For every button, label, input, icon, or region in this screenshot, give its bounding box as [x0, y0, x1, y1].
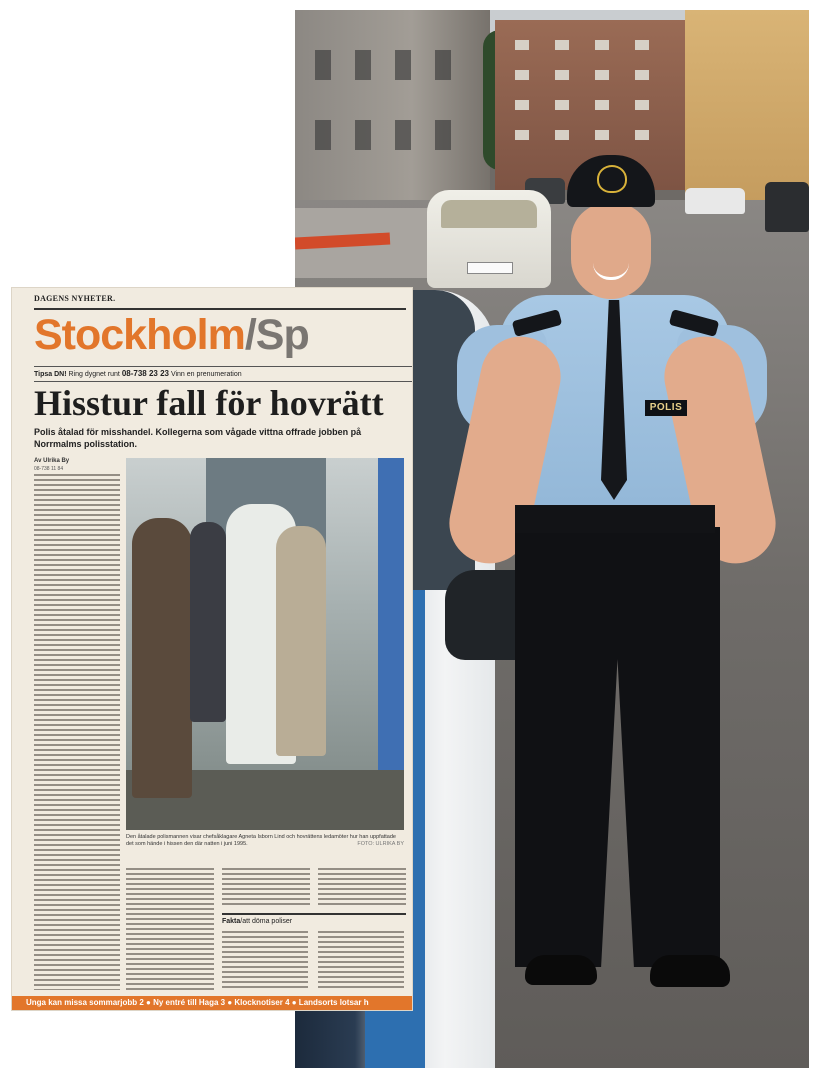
masthead: DAGENS NYHETER. [34, 294, 116, 303]
section-secondary: Sp [255, 311, 309, 359]
fakta-text [222, 931, 308, 989]
photo-caption-text: Den åtalade polismannen visar chefsåklagare Agneta Isborn Lind och hovrättens ledamöter hur han uppfattade det som hände i hissen den där natten i juni 1995. [126, 834, 396, 847]
photo-caption [126, 834, 404, 848]
shoe-right [650, 955, 730, 987]
trousers [515, 527, 720, 967]
section-title [34, 308, 309, 362]
section-separator: / [244, 311, 256, 359]
parked-car [765, 182, 809, 232]
shoe-left [525, 955, 597, 985]
fakta-text [318, 931, 404, 989]
name-tag: POLIS [645, 400, 687, 416]
tipsa-suffix: Vinn en prenumeration [170, 371, 242, 378]
tipsa-number: 08-738 23 23 [121, 369, 169, 378]
belt [515, 505, 715, 533]
body-text-column [126, 868, 214, 990]
newspaper-clipping [12, 288, 412, 1010]
face [571, 203, 651, 299]
cap-badge-icon [597, 165, 627, 193]
police-officer [445, 155, 765, 995]
tipsa-text: Ring dygnet runt [68, 371, 120, 378]
byline: Av Ulrika By [34, 458, 70, 464]
tipsa-label: Tipsa DN! [34, 371, 67, 378]
fakta-box [222, 913, 406, 993]
body-text-column [222, 868, 310, 908]
ingress: Polis åtalad för misshandel. Kollegerna som vågade vittna offrade jobben på Norrmalms polisstation. [34, 427, 362, 449]
teaser-bar: Unga kan missa sommarjobb 2 ● Ny entré till Haga 3 ● Klocknotiser 4 ● Landsorts lotsar h [12, 996, 412, 1010]
headline: Hisstur fall för hovrätt [34, 383, 384, 423]
section-primary: Stockholm [34, 311, 245, 359]
byline-contact: 08-738 11 84 [34, 466, 64, 472]
article-photo [126, 458, 404, 830]
body-text-column [318, 868, 406, 908]
photo-credit: FOTO: ULRIKA BY [357, 841, 404, 847]
police-cap [567, 155, 655, 207]
fakta-title: Fakta/att döma poliser [222, 918, 293, 925]
body-text-column [34, 474, 120, 990]
